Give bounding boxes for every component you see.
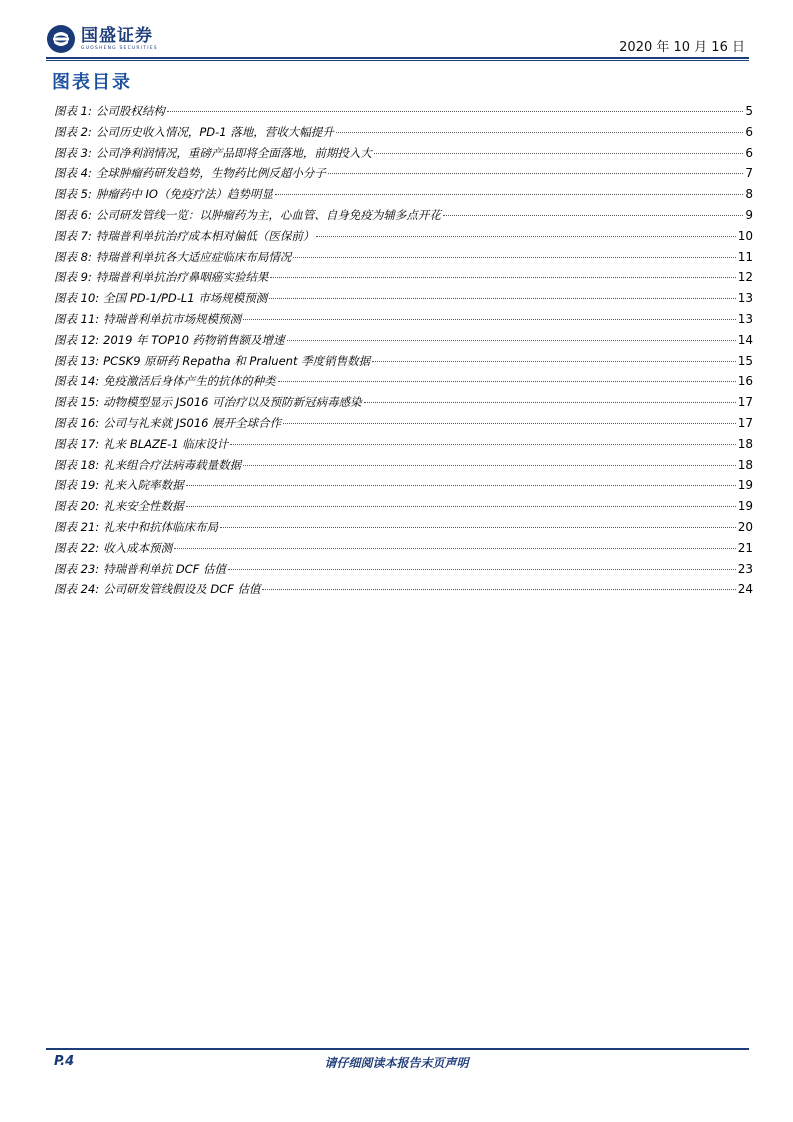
toc-entry-title: 公司净利润情况，重磅产品即将全面落地，前期投入大	[95, 145, 372, 160]
toc-entry-page: 19	[737, 499, 753, 514]
toc-entry-label: 图表 12:	[54, 332, 100, 347]
toc-entry[interactable]	[54, 477, 753, 498]
toc-entry[interactable]	[54, 103, 753, 124]
toc-entry-label: 图表 1:	[54, 104, 92, 118]
toc-entry[interactable]	[54, 498, 753, 519]
toc-entry-title: 免疫激活后身体产生的抗体的种类	[103, 374, 276, 389]
toc-entry[interactable]	[54, 145, 753, 166]
toc-entry-label: 图表 2:	[54, 124, 92, 139]
toc-entry-title: 公司与礼来就 JS016 展开全球合作	[103, 415, 282, 430]
toc-entry[interactable]	[54, 561, 753, 582]
toc-entry-label: 图表 9:	[54, 270, 92, 285]
toc-entry-title: 收入成本预测	[103, 540, 173, 555]
toc-entry-leader	[328, 173, 744, 174]
toc-entry-title: 特瑞普利单抗各大适应症临床布局情况	[95, 249, 292, 264]
toc-entry-page: 21	[737, 540, 753, 555]
toc-entry-label: 图表 15:	[54, 395, 100, 410]
toc-entry-title: 礼来 BLAZE-1 临床设计	[103, 436, 229, 451]
toc-entry-label: 图表 24:	[54, 582, 100, 597]
toc-entry[interactable]	[54, 311, 753, 332]
toc-entry[interactable]	[54, 415, 753, 436]
toc-entry-page: 10	[737, 228, 753, 243]
toc-entry-leader	[364, 402, 736, 403]
toc-entry-leader	[278, 381, 736, 382]
toc-entry-leader	[372, 361, 736, 362]
toc-entry-label: 图表 17:	[54, 436, 100, 451]
toc-entry-title: 礼来安全性数据	[103, 499, 184, 514]
toc-entry-page: 23	[737, 561, 753, 576]
toc-entry-title: 肿瘤药中 IO（免疫疗法）趋势明显	[95, 187, 273, 202]
toc-entry[interactable]	[54, 332, 753, 353]
toc-entry-title: 公司研发管线一览：以肿瘤药为主，心血管、自身免疫为辅多点开花	[95, 207, 441, 222]
toc-entry-page: 9	[745, 207, 753, 222]
toc-entry-leader	[316, 236, 735, 237]
toc-entry-page: 6	[745, 145, 753, 160]
toc-entry-title: 公司股权结构	[95, 104, 165, 118]
toc-entry-page: 17	[737, 395, 753, 410]
toc-entry-page: 17	[737, 415, 753, 430]
toc-entry-page: 6	[745, 124, 753, 139]
toc-entry[interactable]	[54, 290, 753, 311]
toc-entry[interactable]	[54, 353, 753, 374]
toc-entry-page: 20	[737, 519, 753, 534]
footer-page-number: P.4	[54, 1054, 75, 1069]
toc-entry-title: 2019 年 TOP10 药物销售额及增速	[103, 332, 285, 347]
toc-entry-leader	[269, 298, 735, 299]
toc-entry-leader	[228, 569, 736, 570]
toc-entry-label: 图表 4:	[54, 166, 92, 181]
toc-entry-leader	[374, 153, 744, 154]
toc-entry-page: 18	[737, 457, 753, 472]
toc-entry-title: 全球肿瘤药研发趋势，生物药比例反超小分子	[95, 166, 326, 181]
toc-entry-page: 14	[737, 332, 753, 347]
toc-entry-label: 图表 16:	[54, 415, 100, 430]
toc-entry-leader	[174, 548, 736, 549]
toc-entry[interactable]	[54, 394, 753, 415]
toc-entry-leader	[270, 277, 735, 278]
toc-entry[interactable]	[54, 373, 753, 394]
header-divider	[46, 57, 749, 59]
toc-entry-title: 特瑞普利单抗市场规模预测	[103, 311, 242, 326]
toc-entry-page: 24	[737, 582, 753, 597]
toc-entry-label: 图表 19:	[54, 478, 100, 493]
toc-entry[interactable]	[54, 165, 753, 186]
footer-disclaimer: 请仔细阅读本报告末页声明	[324, 1056, 469, 1070]
toc-entry-page: 7	[745, 166, 753, 181]
toc-entry-leader	[275, 194, 743, 195]
toc-entry-page: 8	[745, 187, 753, 202]
toc-entry-title: PCSK9 原研药 Repatha 和 Praluent 季度销售数据	[103, 353, 371, 368]
brand-name-cn: 国盛证券	[81, 25, 153, 46]
toc-entry-title: 礼来中和抗体临床布局	[103, 519, 219, 534]
toc-entry[interactable]	[54, 228, 753, 249]
toc-entry[interactable]	[54, 269, 753, 290]
toc-entry-page: 13	[737, 311, 753, 326]
brand-name-en: GUOSHENG SECURITIES	[81, 45, 158, 51]
toc-entry-page: 13	[737, 291, 753, 306]
toc-list	[54, 103, 753, 602]
toc-entry-leader	[336, 132, 744, 133]
toc-entry[interactable]	[54, 581, 753, 602]
toc-entry-title: 全国 PD-1/PD-L1 市场规模预测	[103, 291, 268, 306]
toc-entry-leader	[167, 111, 744, 112]
toc-entry-label: 图表 6:	[54, 207, 92, 222]
toc-entry[interactable]	[54, 124, 753, 145]
toc-entry-leader	[443, 215, 744, 216]
toc-title: 图表目录	[52, 72, 132, 93]
toc-entry[interactable]	[54, 519, 753, 540]
toc-entry-title: 礼来入院率数据	[103, 478, 184, 493]
toc-entry-page: 12	[737, 270, 753, 285]
toc-entry-title: 特瑞普利单抗治疗成本相对偏低（医保前）	[95, 228, 315, 243]
toc-entry-leader	[243, 465, 736, 466]
guosheng-logo-icon	[46, 24, 76, 54]
toc-entry-label: 图表 20:	[54, 499, 100, 514]
toc-entry-label: 图表 14:	[54, 374, 100, 389]
toc-entry[interactable]	[54, 540, 753, 561]
toc-entry-label: 图表 13:	[54, 353, 100, 368]
toc-entry-label: 图表 21:	[54, 519, 100, 534]
toc-entry-label: 图表 23:	[54, 561, 100, 576]
toc-entry-leader	[243, 319, 736, 320]
toc-entry-label: 图表 22:	[54, 540, 100, 555]
toc-entry[interactable]	[54, 207, 753, 228]
toc-entry-page: 11	[737, 249, 753, 264]
toc-entry-leader	[230, 444, 735, 445]
toc-entry-title: 公司历史收入情况，PD-1 落地，营收大幅提升	[95, 124, 334, 139]
toc-entry-title: 公司研发管线假设及 DCF 估值	[103, 582, 261, 597]
toc-entry-label: 图表 8:	[54, 249, 92, 264]
toc-entry[interactable]	[54, 436, 753, 457]
toc-entry-title: 特瑞普利单抗 DCF 估值	[103, 561, 226, 576]
toc-entry-page: 18	[737, 436, 753, 451]
toc-entry[interactable]	[54, 457, 753, 478]
toc-entry-leader	[262, 589, 735, 590]
toc-entry-label: 图表 3:	[54, 145, 92, 160]
toc-entry-label: 图表 5:	[54, 187, 92, 202]
header-divider-thin	[46, 60, 749, 61]
toc-entry-label: 图表 10:	[54, 291, 100, 306]
toc-entry-label: 图表 18:	[54, 457, 100, 472]
page-header	[0, 0, 793, 60]
toc-entry-title: 礼来组合疗法病毒载量数据	[103, 457, 242, 472]
toc-entry-page: 5	[745, 104, 753, 118]
toc-entry-leader	[287, 340, 736, 341]
toc-entry-page: 19	[737, 478, 753, 493]
brand-logo	[46, 20, 158, 58]
toc-entry[interactable]	[54, 186, 753, 207]
toc-entry-page: 16	[737, 374, 753, 389]
toc-entry-leader	[186, 485, 736, 486]
toc-entry-leader	[186, 506, 736, 507]
toc-entry-leader	[293, 257, 735, 258]
footer-divider	[46, 1048, 749, 1050]
toc-entry-title: 特瑞普利单抗治疗鼻咽癌实验结果	[95, 270, 269, 285]
toc-entry-title: 动物模型显示 JS016 可治疗以及预防新冠病毒感染	[103, 395, 362, 410]
toc-entry-label: 图表 7:	[54, 228, 92, 243]
toc-entry-leader	[220, 527, 736, 528]
toc-entry-label: 图表 11:	[54, 311, 100, 326]
report-date: 2020 年 10 月 16 日	[619, 40, 745, 55]
toc-entry[interactable]	[54, 249, 753, 270]
toc-entry-leader	[283, 423, 736, 424]
toc-entry-page: 15	[737, 353, 753, 368]
